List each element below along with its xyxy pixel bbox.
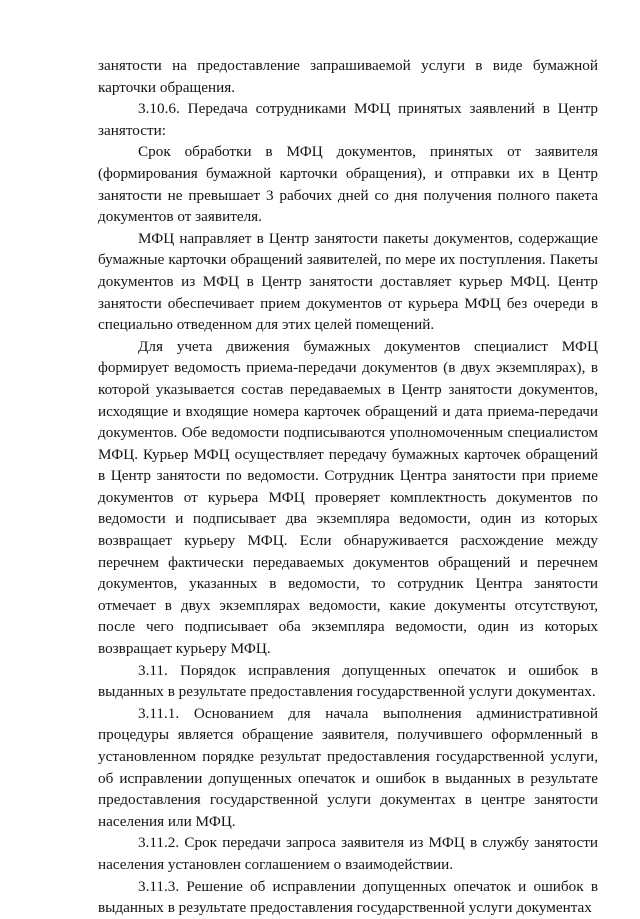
paragraph-3-11: 3.11. Порядок исправления допущенных опечаток и ошибок в выданных в результате предоставления государственной услуги документах. <box>98 661 598 701</box>
paragraph-3-11-1: 3.11.1. Основанием для начала выполнения административной процедуры является обращение заявителя, получившего оформленный в установленном порядке результат предоставления государственной услуги, об исправлении допущенных опечаток и ошибок в выданных в результате предоставления государственной услуги документах в центре занятости населения или МФЦ. <box>98 704 598 830</box>
paragraph-mfc-sends: МФЦ направляет в Центр занятости пакеты документов, содержащие бумажные карточки обращений заявителей, по мере их поступления. Пакеты документов из МФЦ в Центр занятости доставляет курьер МФЦ. Центр занятости обеспечивает прием документов от курьера МФЦ без очереди в специально отведенном для этих целей помещений. <box>98 229 598 334</box>
paragraph-3-11-2: 3.11.2. Срок передачи запроса заявителя из МФЦ в службу занятости населения установлен соглашением о взаимодействии. <box>98 834 598 873</box>
document-body <box>98 55 598 919</box>
paragraph-3-11-3: 3.11.3. Решение об исправлении допущенных опечаток и ошибок в выданных в результате предоставления государственной услуги документах <box>98 877 598 917</box>
paragraph-continuation: занятости на предоставление запрашиваемой услуги в виде бумажной карточки обращения. <box>98 57 598 96</box>
paragraph-3-10-6: 3.10.6. Передача сотрудниками МФЦ принятых заявлений в Центр занятости: <box>98 100 598 139</box>
paragraph-processing-term: Срок обработки в МФЦ документов, принятых от заявителя (формирования бумажной карточки обращения), и отправки их в Центр занятости не превышает 3 рабочих дней со дня получения полного пакета документов от заявителя. <box>98 143 598 226</box>
paragraph-document-tracking: Для учета движения бумажных документов специалист МФЦ формирует ведомость приема-передачи документов (в двух экземплярах), в которой указывается состав передаваемых в Центр занятости документов, исходящие и входящие номера карточек обращений и дата приема-передачи документов. Обе ведомости подписываются уполномоченным специалистом МФЦ. Курьер МФЦ осуществляет передачу бумажных карточек обращений в Центр занятости по ведомости. Сотрудник Центра занятости при приеме документов от курьера МФЦ проверяет комплектность документов по ведомости и подписывает два экземпляра ведомости, один из которых возвращает курьеру МФЦ. Если обнаруживается расхождение между перечнем фактически передаваемых документов обращений и перечнем документов, указанных в ведомости, то сотрудник Центра занятости отмечает в двух экземплярах ведомости, какие документы отсутствуют, после чего подписывает оба экземпляра ведомости, один из которых возвращает курьеру МФЦ. <box>98 337 598 658</box>
